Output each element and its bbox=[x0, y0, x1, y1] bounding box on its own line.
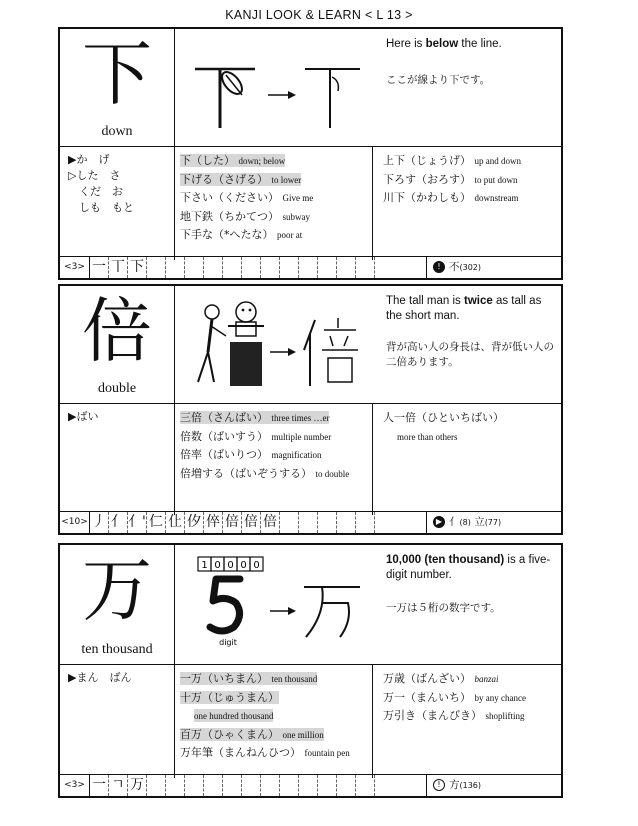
digit: 0 bbox=[214, 560, 221, 571]
explanation-en bbox=[386, 294, 555, 324]
vocab-item bbox=[180, 226, 372, 245]
stroke-cell bbox=[280, 257, 299, 278]
kanji-box bbox=[60, 545, 175, 664]
stroke-cell bbox=[356, 257, 375, 278]
digit: 0 bbox=[227, 560, 234, 571]
explanation-emphasis: (ten thousand) bbox=[424, 554, 505, 566]
picture-label: digit bbox=[219, 638, 237, 647]
vocab-list-main bbox=[180, 409, 372, 483]
vocab-list-main bbox=[180, 670, 372, 763]
cross-reference bbox=[426, 257, 561, 278]
mnemonic-picture bbox=[180, 33, 370, 133]
vocab-en: banzai bbox=[474, 674, 499, 684]
kanji-meaning: double bbox=[97, 381, 137, 396]
stroke-cell bbox=[166, 775, 185, 796]
stroke-cell bbox=[261, 257, 280, 278]
cross-reference bbox=[426, 775, 561, 796]
reading: しも もと bbox=[68, 201, 134, 214]
digit: 0 bbox=[240, 560, 247, 571]
vocab-list-extra bbox=[372, 664, 561, 778]
cross-reference bbox=[426, 512, 561, 533]
vocab-jp: 万引き（まんびき） bbox=[383, 709, 482, 722]
stroke-cell: 倅 bbox=[204, 512, 223, 533]
ref-number: (77) bbox=[484, 518, 502, 527]
ref-kanji: 立 bbox=[474, 516, 485, 528]
kanji-character: 万 bbox=[82, 549, 152, 631]
vocab-item bbox=[180, 707, 372, 726]
stroke-cell: 万 bbox=[128, 775, 147, 796]
reading: くだ お bbox=[68, 185, 123, 198]
vocab-en: one million bbox=[282, 729, 324, 740]
stroke-cell: 一 bbox=[90, 775, 109, 796]
vocab-en: magnification bbox=[271, 450, 322, 460]
vocab-jp: 地下鉄（ちかてつ） bbox=[180, 209, 279, 223]
stroke-cell bbox=[185, 257, 204, 278]
stroke-order-row bbox=[60, 774, 561, 796]
vocab-item bbox=[180, 208, 372, 227]
reading: ▶か げ bbox=[68, 153, 110, 166]
vocab-en: shoplifting bbox=[485, 711, 525, 721]
vocab-item bbox=[383, 428, 561, 447]
stroke-order-row bbox=[60, 256, 561, 278]
stroke-cell bbox=[242, 775, 261, 796]
stroke-cell: 仩 bbox=[166, 512, 185, 533]
vocab-en: to lower bbox=[271, 174, 302, 185]
stroke-cell: 丿 bbox=[90, 512, 109, 533]
stroke-cell bbox=[318, 257, 337, 278]
vocab-en: one hundred thousand bbox=[194, 711, 274, 721]
vocab-en: poor at bbox=[277, 230, 303, 240]
explanation-en bbox=[386, 553, 555, 583]
vocab-en: subway bbox=[282, 211, 310, 222]
stroke-cell bbox=[299, 775, 318, 796]
vocab-list-extra bbox=[372, 146, 561, 260]
vocab-item bbox=[180, 171, 372, 190]
stroke-cell bbox=[223, 775, 242, 796]
stroke-cell bbox=[280, 775, 299, 796]
vocab-jp: 川下（かわしも） bbox=[383, 191, 471, 204]
vocab-item bbox=[180, 189, 372, 208]
vocab-jp: 一万（いちまん） bbox=[180, 672, 268, 685]
vocab-en: down; below bbox=[238, 156, 286, 166]
page-header: KANJI LOOK & LEARN < L 13 > bbox=[225, 8, 413, 22]
stroke-cell bbox=[242, 257, 261, 278]
vocab-en: to put down bbox=[474, 174, 518, 185]
vocab-jp: 下ろす（おろす） bbox=[383, 172, 471, 186]
stroke-cell bbox=[166, 257, 185, 278]
readings bbox=[60, 664, 175, 778]
vocab-jp: 倍増する（ばいぞうする） bbox=[180, 466, 312, 480]
kanji-meaning: down bbox=[101, 124, 133, 139]
stroke-order-row bbox=[60, 511, 561, 533]
warning-icon: ! bbox=[433, 261, 445, 273]
vocab-jp: 万一（まんいち） bbox=[383, 690, 471, 704]
mnemonic-picture bbox=[180, 290, 370, 390]
stroke-cell bbox=[318, 775, 337, 796]
vocab-en: fountain pen bbox=[304, 748, 350, 758]
reading: ▷した さ bbox=[68, 169, 121, 182]
stroke-cell bbox=[185, 775, 204, 796]
digit-boxes bbox=[198, 557, 263, 571]
vocab-item bbox=[180, 670, 372, 689]
vocab-item bbox=[383, 707, 561, 726]
kanji-box bbox=[60, 29, 175, 146]
vocab-item bbox=[383, 152, 561, 171]
explanation-emphasis: below bbox=[425, 38, 459, 50]
explanation-text: The tall man is bbox=[386, 295, 464, 307]
vocab-jp: 十万（じゅうまん） bbox=[180, 690, 279, 704]
vocab-item bbox=[180, 744, 372, 763]
explanation-jp: ここが線より下です。 bbox=[386, 74, 491, 86]
vocab-list-extra bbox=[372, 403, 561, 515]
ref-number: (8) bbox=[459, 518, 471, 527]
stroke-cell bbox=[147, 775, 166, 796]
vocab-jp: 下手な（*へたな） bbox=[180, 228, 274, 241]
ref-number: (136) bbox=[459, 781, 482, 790]
stroke-cell bbox=[356, 775, 375, 796]
explanation-emphasis: 10,000 bbox=[386, 554, 425, 566]
stroke-cell: 倍 bbox=[261, 512, 280, 533]
vocab-en: three times …er bbox=[271, 413, 330, 423]
digit: 1 bbox=[201, 560, 208, 571]
ref-radical: 亻 bbox=[449, 516, 460, 528]
ref-number: (302) bbox=[459, 263, 482, 272]
vocab-item bbox=[180, 465, 372, 484]
stroke-cell bbox=[261, 775, 280, 796]
ref-kanji: 不 bbox=[449, 261, 460, 273]
vocab-item bbox=[383, 409, 561, 428]
reading: ▶まん ばん bbox=[68, 671, 132, 684]
vocab-en: ten thousand bbox=[271, 674, 318, 684]
vocab-item bbox=[383, 171, 561, 190]
stroke-cells bbox=[90, 257, 375, 278]
stroke-cells bbox=[90, 512, 375, 533]
vocab-jp: 人一倍（ひといちばい） bbox=[383, 411, 504, 424]
explanation-text: the line. bbox=[458, 38, 502, 50]
stroke-cell bbox=[356, 512, 375, 533]
kanji-box bbox=[60, 286, 175, 403]
stroke-cell: 亻' bbox=[128, 512, 147, 533]
vocab-item bbox=[180, 152, 372, 171]
stroke-count: <3> bbox=[60, 775, 90, 796]
kanji-card-man bbox=[58, 543, 563, 798]
stroke-cell: ㄱ bbox=[109, 775, 128, 796]
kanji-meaning: ten thousand bbox=[81, 642, 153, 657]
kanji-card-bai bbox=[58, 284, 563, 535]
vocab-item bbox=[383, 689, 561, 708]
explanation-jp: 背が高い人の身長は、背が低い人の二倍あります。 bbox=[386, 341, 554, 368]
vocab-item bbox=[180, 446, 372, 465]
caution-icon: ! bbox=[433, 779, 445, 791]
vocab-jp: 三倍（さんばい） bbox=[180, 411, 268, 424]
vocab-item bbox=[180, 428, 372, 447]
vocab-item bbox=[180, 726, 372, 745]
stroke-cells bbox=[90, 775, 375, 796]
stroke-cell bbox=[223, 257, 242, 278]
vocab-jp: 万歳（ばんざい） bbox=[383, 672, 471, 685]
explanation-text: Here is bbox=[386, 38, 426, 50]
vocab-jp: 下（した） bbox=[180, 154, 235, 167]
stroke-cell: 一 bbox=[90, 257, 109, 278]
vocab-en: to double bbox=[315, 468, 350, 479]
mnemonic-picture bbox=[180, 549, 370, 649]
stroke-cell: 倍 bbox=[242, 512, 261, 533]
vocab-jp: 上下（じょうげ） bbox=[383, 154, 471, 167]
kanji-card-shita bbox=[58, 27, 563, 280]
explanation-jp: 一万は５桁の数字です。 bbox=[386, 602, 501, 614]
vocab-jp: 百万（ひゃくまん） bbox=[180, 727, 279, 741]
ref-kanji: 方 bbox=[449, 779, 460, 791]
stroke-cell bbox=[337, 512, 356, 533]
vocab-en: more than others bbox=[397, 431, 458, 442]
stroke-cell: 亻 bbox=[109, 512, 128, 533]
explanation-text: as tall as the short man. bbox=[386, 295, 542, 322]
stroke-cell bbox=[204, 257, 223, 278]
vocab-jp: 万年筆（まんねんひつ） bbox=[180, 746, 301, 759]
vocab-item bbox=[180, 689, 372, 708]
stroke-cell: 仁 bbox=[147, 512, 166, 533]
vocab-item bbox=[383, 189, 561, 208]
stroke-cell bbox=[337, 775, 356, 796]
digit: 0 bbox=[253, 560, 260, 571]
stroke-cell bbox=[204, 775, 223, 796]
stroke-cell: 下 bbox=[128, 257, 147, 278]
stroke-cell bbox=[299, 512, 318, 533]
vocab-list-main bbox=[180, 152, 372, 245]
reading: ▶ばい bbox=[68, 410, 99, 423]
vocab-en: Give me bbox=[282, 193, 314, 203]
stroke-cell: 丅 bbox=[109, 257, 128, 278]
readings bbox=[60, 403, 175, 515]
stroke-count: <3> bbox=[60, 257, 90, 278]
vocab-jp: 倍率（ばいりつ） bbox=[180, 448, 268, 461]
stroke-cell bbox=[147, 257, 166, 278]
vocab-jp: 下げる（さげる） bbox=[180, 172, 268, 186]
stroke-cell bbox=[337, 257, 356, 278]
stroke-cell: 㐴 bbox=[185, 512, 204, 533]
stroke-cell bbox=[280, 512, 299, 533]
stroke-cell bbox=[318, 512, 337, 533]
vocab-en: up and down bbox=[474, 156, 521, 166]
play-icon: ▶ bbox=[433, 516, 445, 528]
explanation-en bbox=[386, 37, 555, 52]
stroke-count: <10> bbox=[60, 512, 90, 533]
vocab-item bbox=[180, 409, 372, 428]
explanation-emphasis: twice bbox=[463, 295, 493, 307]
explanation-text: is a five-digit number. bbox=[386, 554, 551, 581]
vocab-jp: 下さい（ください） bbox=[180, 191, 279, 204]
stroke-cell bbox=[299, 257, 318, 278]
kanji-character: 倍 bbox=[82, 290, 152, 372]
vocab-en: downstream bbox=[474, 193, 519, 203]
readings bbox=[60, 146, 175, 260]
vocab-jp: 倍数（ばいすう） bbox=[180, 429, 268, 443]
kanji-character: 下 bbox=[82, 33, 152, 115]
stroke-cell: 倍 bbox=[223, 512, 242, 533]
vocab-en: by any chance bbox=[474, 692, 526, 703]
vocab-en: multiple number bbox=[271, 431, 332, 442]
vocab-item bbox=[383, 670, 561, 689]
